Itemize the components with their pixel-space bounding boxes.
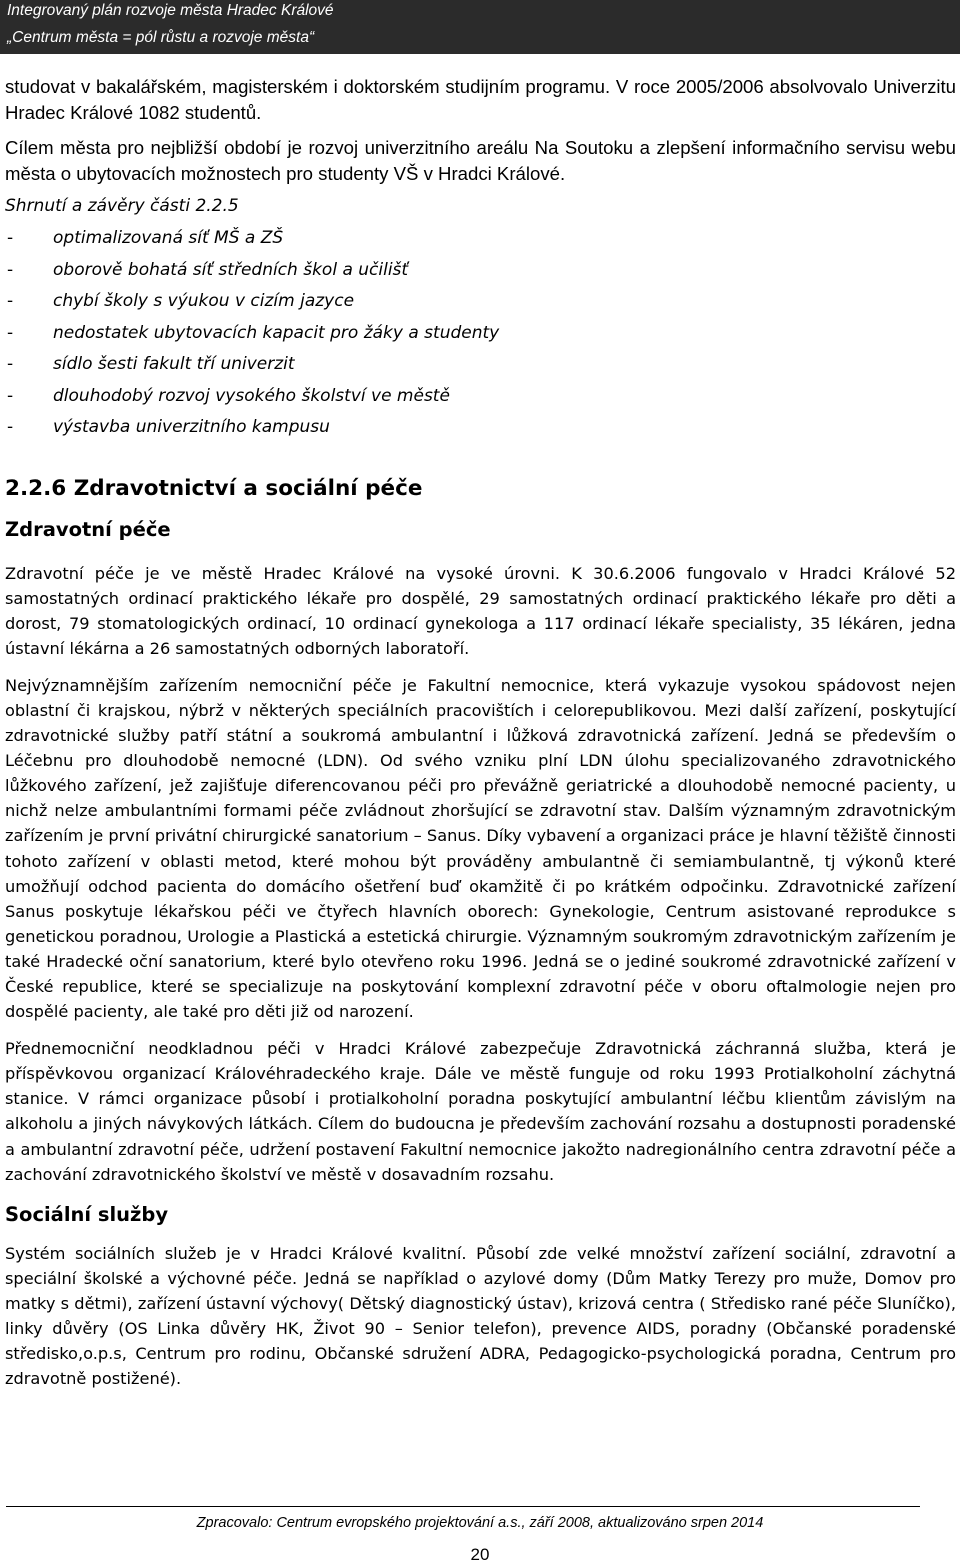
list-dash: - bbox=[7, 417, 14, 437]
footer-text: Zpracovalo: Centrum evropského projektování a.s., září 2008, aktualizováno srpen 2014 bbox=[196, 1515, 764, 1531]
header-title: Integrovaný plán rozvoje města Hradec Králové bbox=[7, 2, 334, 19]
list-item-text: sídlo šesti fakult tří univerzit bbox=[53, 354, 295, 374]
list-item-text: oborově bohatá síť středních škol a učilišť bbox=[53, 259, 409, 280]
goal-paragraph: Cílem města pro nejbližší období je rozvoj univerzitního areálu Na Soutoku a zlepšení informačního servisu webu města o ubytovacích možnostech pro studenty VŠ v Hradci Králové. bbox=[5, 137, 956, 184]
list-item bbox=[5, 223, 956, 255]
health-paragraph-1: Zdravotní péče je ve městě Hradec Králové na vysoké úrovni. K 30.6.2006 fungovalo v Hradci Králové 52 samostatných ordinací praktického lékaře pro dospělé, 29 samostatných ordinací praktického lékaře pro děti a dorost, 79 stomatologických ordinací, 10 ordinací gynekologa a 117 ordinací lékaře specialisty, 35 lékáren, jedna ústavní lékárna a 26 samostatných odborných laboratoří. bbox=[5, 563, 956, 658]
list-item-text: nedostatek ubytovacích kapacit pro žáky a studenty bbox=[53, 322, 500, 343]
page-number: 20 bbox=[470, 1545, 490, 1564]
list-item bbox=[5, 255, 956, 287]
social-paragraph: Systém sociálních služeb je v Hradci Králové kvalitní. Působí zde velké množství zařízení sociální, zdravotní a speciální školské a výchovné péče. Jedná se například o azylové domy (Dům Matky Terezy pro muže, Domov pro matky s dětmi), zařízení ústavní výchovy( Dětský diagnostický ústav), krizová centra ( Středisko rané péče Sluníčko), linky důvěry (OS Linka důvěry HK, Život 90 – Senior telefon), prevence AIDS, poradny (Občanské poradenské středisko,o.p.s, Centrum pro rodinu, Občanské sdružení ADRA, Pedagogicko-psychologická poradna, Centrum pro zdravotně postižené). bbox=[5, 1243, 956, 1389]
header-subtitle: „Centrum města = pól růstu a rozvoje města“ bbox=[7, 29, 315, 46]
list-item-text: dlouhodobý rozvoj vysokého školství ve městě bbox=[53, 385, 450, 406]
list-dash: - bbox=[7, 354, 14, 374]
list-item-text: chybí školy s výukou v cizím jazyce bbox=[53, 291, 355, 311]
health-care-heading: Zdravotní péče bbox=[5, 517, 171, 541]
section-heading: 2.2.6 Zdravotnictví a sociální péče bbox=[5, 475, 423, 501]
list-item bbox=[5, 349, 956, 381]
health-paragraph-3: Přednemocniční neodkladnou péči v Hradci Králové zabezpečuje Zdravotnická záchranná služba, která je příspěvkovou organizací Královéhradeckého kraje. Dále ve městě funguje od roku 1993 Protialkoholní záchytná stanice. V rámci organizace působí i protialkoholní poradna poskytující ambulantní léčbu klientům závislým na alkoholu a jiných návykových látkách. Cílem do budoucna je především zachování rozsahu a dostupnosti poradenské a ambulantní zdravotní péče, udržení postavení Fakultní nemocnice jakožto nadregionálního centra zdravotní péče a zachování zdravotnického školství ve městě v dosavadním rozsahu. bbox=[5, 1039, 956, 1184]
list-item bbox=[5, 318, 956, 350]
footer-divider bbox=[6, 1506, 920, 1507]
intro-paragraph: studovat v bakalářském, magisterském i doktorském studijním programu. V roce 2005/2006 absolvovalo Univerzitu Hradec Králové 1082 studentů. bbox=[5, 76, 956, 123]
list-item-text: optimalizovaná síť MŠ a ZŠ bbox=[53, 228, 284, 248]
summary-title: Shrnutí a závěry části 2.2.5 bbox=[5, 196, 239, 216]
list-dash: - bbox=[7, 322, 14, 343]
list-dash: - bbox=[7, 228, 14, 248]
list-dash: - bbox=[7, 385, 14, 406]
list-item bbox=[5, 286, 956, 318]
list-item bbox=[5, 381, 956, 413]
list-dash: - bbox=[7, 259, 14, 280]
list-item-text: výstavba univerzitního kampusu bbox=[53, 417, 330, 437]
summary-list bbox=[5, 223, 956, 444]
document-header bbox=[0, 0, 960, 54]
list-item bbox=[5, 412, 956, 444]
social-services-heading: Sociální služby bbox=[5, 1202, 169, 1226]
list-dash: - bbox=[7, 291, 14, 311]
health-paragraph-2: Nejvýznamnějším zařízením nemocniční péče je Fakultní nemocnice, která vykazuje vysokou spádovost nejen oblastní či krajskou, nýbrž v některých speciálních pracovištích i celorepublikovou. Mezi další zařízení, poskytující zdravotnické služby patří státní a soukromá ambulantní i lůžková zdravotnická zařízení. Jedná se především o Léčebnu pro dlouhodobě nemocné (LDN). Od svého vzniku plní LDN úlohu specializovaného zdravotnického lůžkového zařízení, jež zajišťuje diferencovanou péči pro převážně geriatrické a dlouhodobě nemocné pacienty, u nichž nelze ambulantními formami péče zvládnout zhoršující se zdravotní stav. Dalším významným zdravotnickým zařízením je první privátní chirurgické sanatorium – Sanus. Díky vybavení a organizaci práce je hlavní těžiště činnosti tohoto zařízení v oblasti metod, které mohou být prováděny ambulantně či semiambulantně, tj výkonů které umožňují odchod pacienta do domácího ošetření buď okamžitě či po krátkém odpočinku. Zdravotnické zařízení Sanus poskytuje lékařskou péči ve čtyřech hlavních oborech: Gynekologie, Centrum asistované reprodukce s genetickou poradnou, Urologie a Plastická a estetická chirurgie. Významným soukromým zdravotnickým zařízením je také Hradecké oční sanatorium, které bylo otevřeno roku 1996. Jedná se o jediné soukromé zdravotnické zařízení v České republice, které se specializuje na poskytování komplexní zdravotní péče v oboru oftalmologie nejen pro dospělé pacienty, ale také pro děti již od narození. bbox=[5, 675, 956, 1022]
page-content bbox=[5, 74, 956, 1391]
